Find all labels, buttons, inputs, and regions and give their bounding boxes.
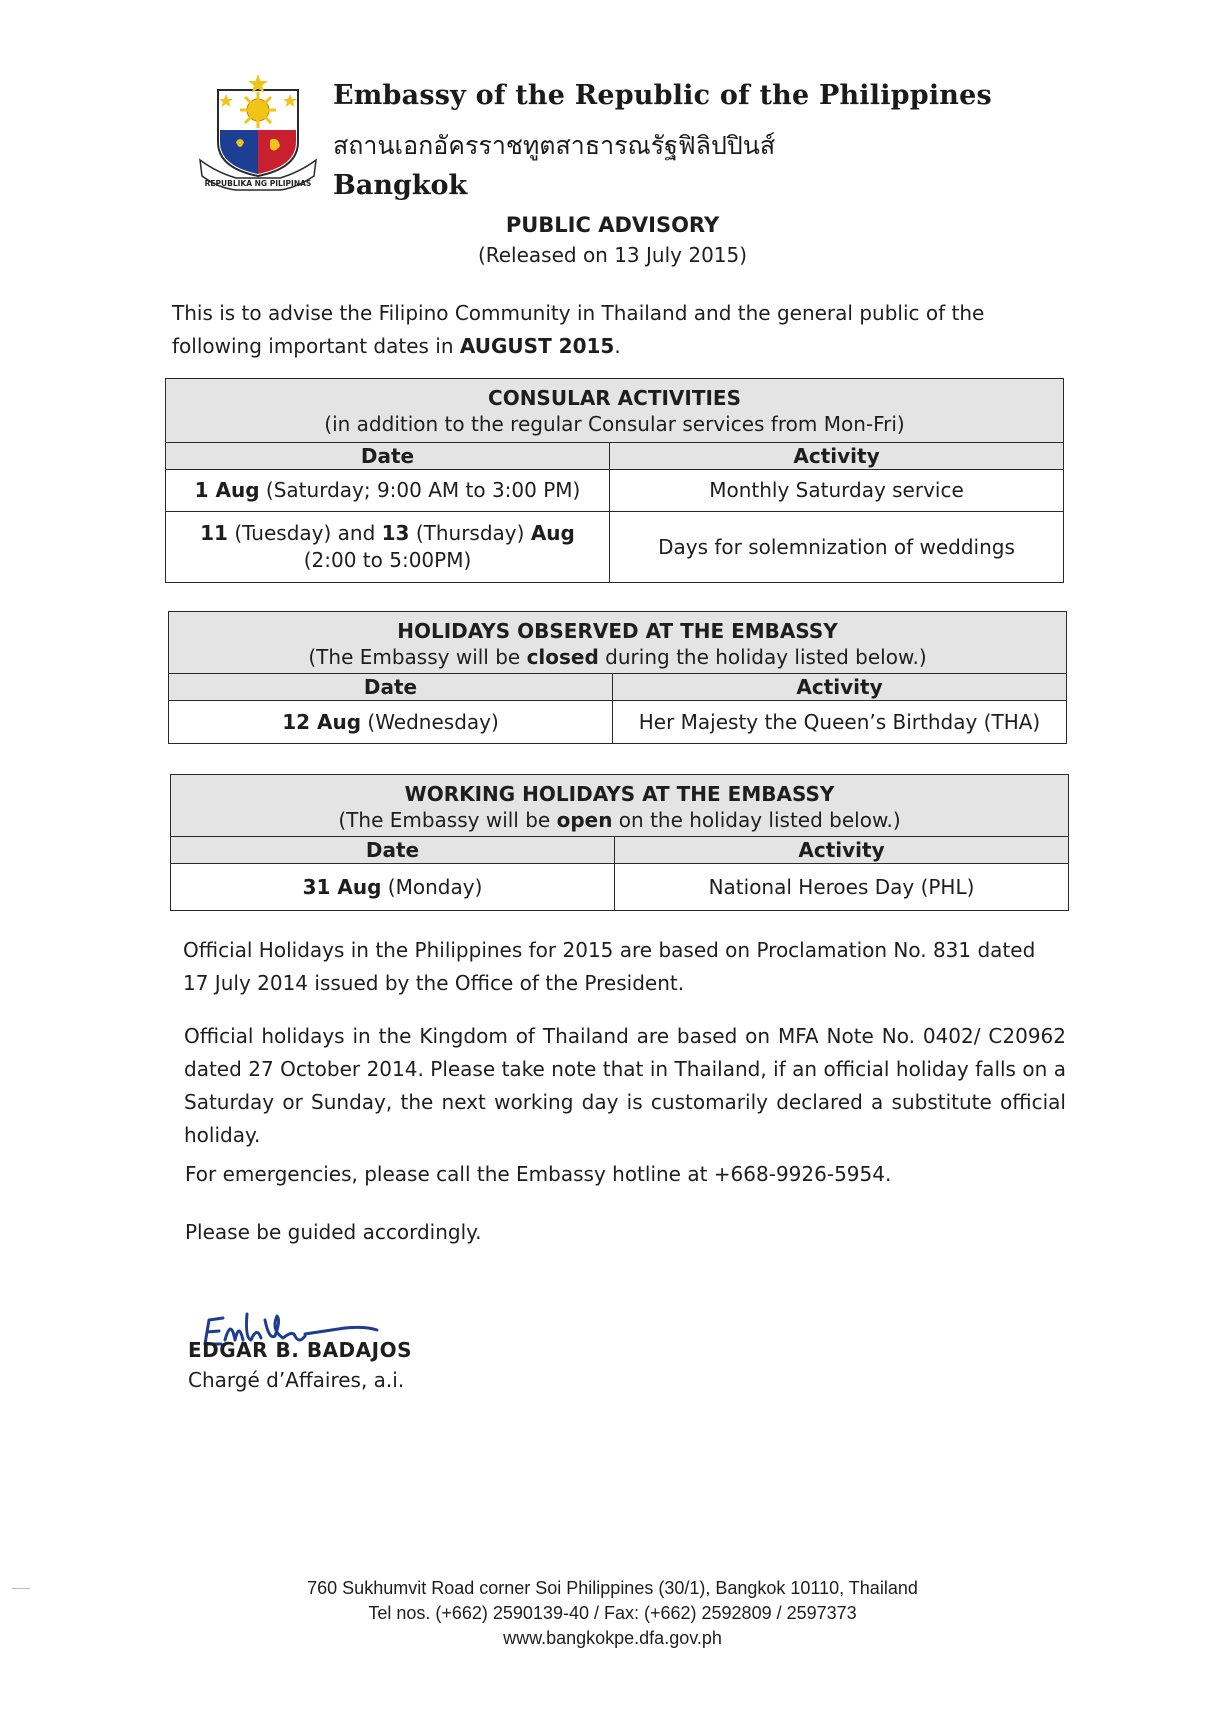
table-row <box>171 864 1068 910</box>
working-holidays-table <box>170 774 1069 911</box>
consular-activities-table <box>165 378 1064 583</box>
consular-table-subtitle: (in addition to the regular Consular services from Mon-Fri) <box>324 412 905 436</box>
holidays-table-title: HOLIDAYS OBSERVED AT THE EMBASSY <box>397 619 838 643</box>
holidays-column-headers <box>169 674 1066 701</box>
ph-holidays-note: Official Holidays in the Philippines for 2015 are based on Proclamation No. 831 dated 17 July 2014 issued by the Office of the President. <box>183 938 1036 995</box>
intro-period: . <box>614 334 621 358</box>
embassy-city: Bangkok <box>333 170 468 201</box>
holidays-table-header <box>169 612 1066 674</box>
signatory-name: EDGAR B. BADAJOS <box>188 1338 412 1362</box>
emergency-note: For emergencies, please call the Embassy hotline at +668-9926-5954. <box>185 1162 892 1186</box>
signatory-title: Chargé d’Affaires, a.i. <box>188 1368 405 1392</box>
row-activity: National Heroes Day (PHL) <box>708 874 975 899</box>
consular-table-header <box>166 379 1063 443</box>
row-date: 1 Aug (Saturday; 9:00 AM to 3:00 PM) <box>166 470 610 511</box>
working-column-headers <box>171 837 1068 864</box>
th-holidays-note: Official holidays in the Kingdom of Thailand are based on MFA Note No. 0402/ C20962 dated 27 October 2014. Please take note that in Thailand, if an official holiday falls on a Saturday or Sunday, the next working day is customarily declared a substitute official holiday. <box>184 1024 1066 1147</box>
row-activity: Her Majesty the Queen’s Birthday (THA) <box>638 709 1041 734</box>
intro-text: This is to advise the Filipino Community in Thailand and the general public of the following important dates in <box>172 301 985 358</box>
column-header-date: Date <box>169 674 613 700</box>
embassy-seal-logo <box>196 72 320 202</box>
intro-paragraph <box>172 297 1052 363</box>
working-table-title: WORKING HOLIDAYS AT THE EMBASSY <box>404 782 835 806</box>
embassy-name-thai: สถานเอกอัครราชทูตสาธารณรัฐฟิลิปปินส์ <box>333 131 776 160</box>
column-header-date: Date <box>166 443 610 469</box>
column-header-activity: Activity <box>610 443 1063 469</box>
footer-address: 760 Sukhumvit Road corner Soi Philippines (30/1), Bangkok 10110, Thailand <box>307 1578 918 1598</box>
embassy-name: Embassy of the Republic of the Philippines <box>333 80 992 111</box>
table-row <box>166 512 1063 582</box>
advisory-release-date: (Released on 13 July 2015) <box>477 243 748 267</box>
holidays-table-subtitle: (The Embassy will be closed during the holiday listed below.) <box>308 645 927 669</box>
scan-edge-mark <box>12 1588 30 1589</box>
intro-month: AUGUST 2015 <box>459 334 615 358</box>
closing-note: Please be guided accordingly. <box>185 1220 482 1244</box>
column-header-activity: Activity <box>615 837 1068 863</box>
holidays-observed-table <box>168 611 1067 744</box>
seal-ribbon-text: REPUBLIKA NG PILIPINAS <box>204 179 312 188</box>
table-row <box>169 701 1066 743</box>
row-date: 12 Aug (Wednesday) <box>169 701 613 743</box>
footer-phones: Tel nos. (+662) 2590139-40 / Fax: (+662) 2592809 / 2597373 <box>368 1603 857 1623</box>
column-header-activity: Activity <box>613 674 1066 700</box>
row-activity: Days for solemnization of weddings <box>658 534 1015 559</box>
working-table-header <box>171 775 1068 837</box>
advisory-title: PUBLIC ADVISORY <box>505 213 720 237</box>
consular-column-headers <box>166 443 1063 470</box>
row-activity: Monthly Saturday service <box>709 478 964 502</box>
row-date: 11 (Tuesday) and 13 (Thursday) Aug (2:00 to 5:00PM) <box>166 512 610 582</box>
table-row <box>166 470 1063 512</box>
working-table-subtitle: (The Embassy will be open on the holiday listed below.) <box>338 808 901 832</box>
column-header-date: Date <box>171 837 615 863</box>
footer-website[interactable]: www.bangkokpe.dfa.gov.ph <box>503 1628 722 1648</box>
row-date: 31 Aug (Monday) <box>171 864 615 910</box>
consular-table-title: CONSULAR ACTIVITIES <box>488 386 741 410</box>
